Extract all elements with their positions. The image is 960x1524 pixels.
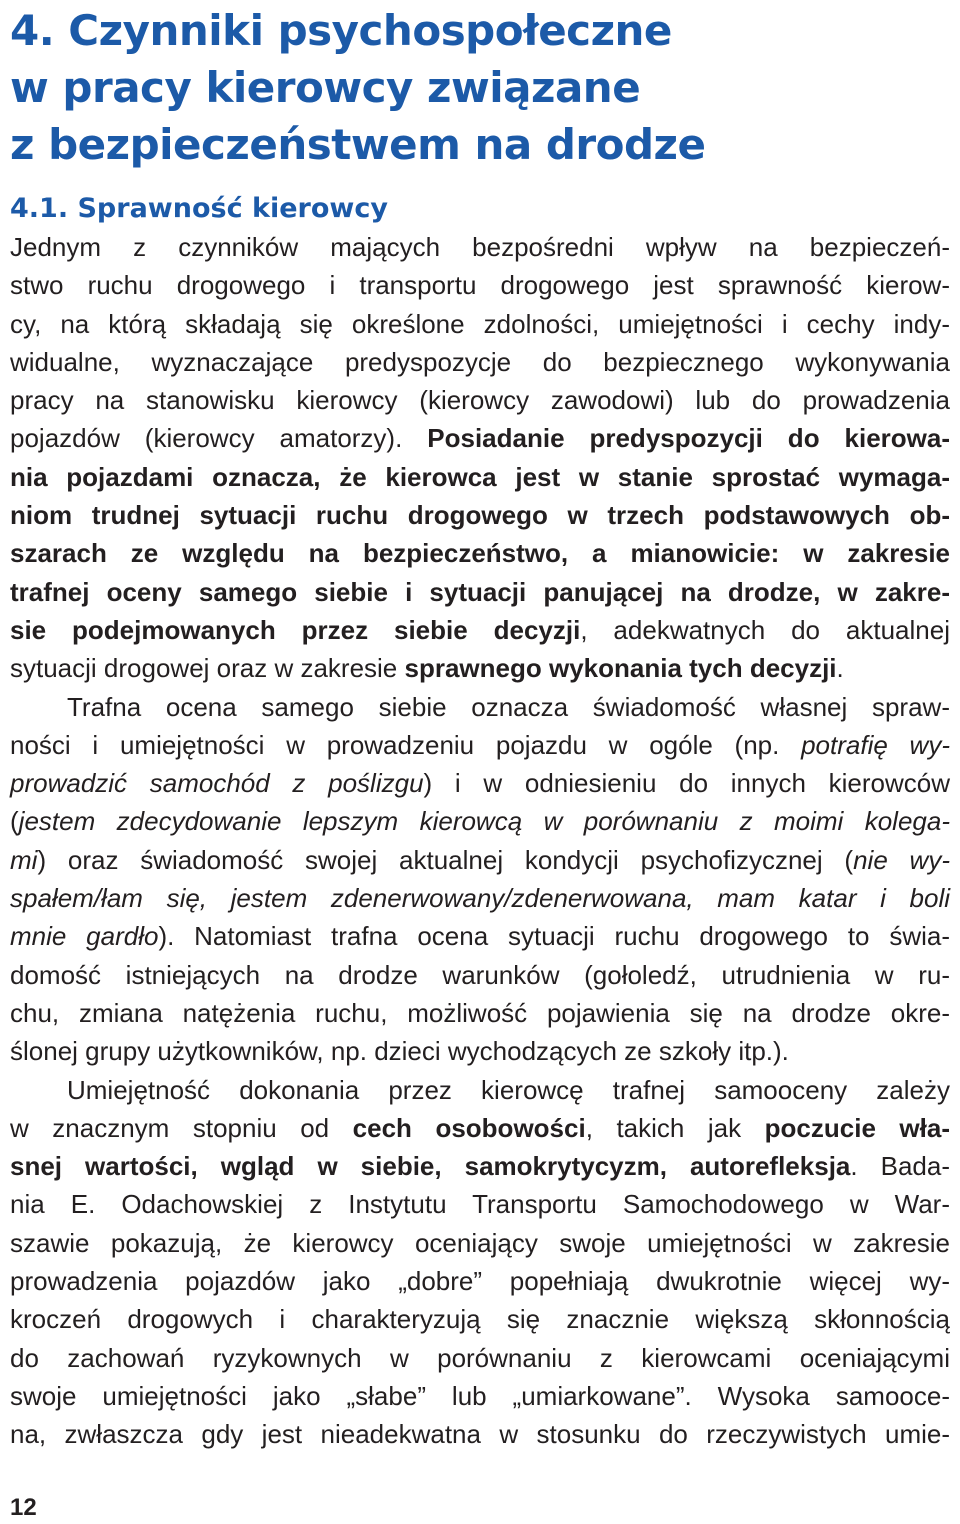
- body-text: [10, 228, 950, 1454]
- text-run: sytuacji drogowej oraz w zakresie: [10, 653, 405, 684]
- chapter-title: [10, 2, 950, 173]
- body-line: [10, 1109, 950, 1147]
- text-run: ). Natomiast trafna ocena sytuacji ruchu drogowego to świa-: [158, 921, 950, 952]
- text-run: , adekwatnych do aktualnej: [580, 614, 950, 645]
- body-line: [10, 688, 950, 726]
- body-line: [10, 228, 950, 266]
- text-run: stwo ruchu drogowego i transportu drogowego jest sprawność kierow-: [10, 270, 950, 301]
- text-run: , takich jak: [585, 1112, 765, 1143]
- body-line: [10, 802, 950, 840]
- italic-text: jestem zdecydowanie lepszym kierowcą w porównaniu z moimi kolega-: [18, 806, 950, 837]
- text-run: w znacznym stopniu od: [10, 1112, 353, 1143]
- text-run: chu, zmiana natężenia ruchu, możliwość pojawienia się na drodze okre-: [10, 997, 950, 1028]
- italic-text: potrafię wy-: [801, 729, 950, 760]
- italic-text: mnie gardło: [10, 921, 159, 952]
- body-line: [10, 956, 950, 994]
- body-line: [10, 343, 950, 381]
- bold-text: Posiadanie predyspozycji do kierowa-: [427, 423, 950, 454]
- body-line: [10, 1147, 950, 1185]
- text-run: domość istniejących na drodze warunków (gołoledź, utrudnienia w ru-: [10, 959, 950, 990]
- italic-text: spałem/łam się, jestem zdenerwowany/zdenerwowana, mam katar i boli: [10, 883, 950, 914]
- page-number: 12: [10, 1494, 37, 1521]
- text-run: ) oraz świadomość swojej aktualnej kondycji psychofizycznej (: [37, 844, 854, 875]
- body-line: [10, 649, 950, 687]
- bold-text: trafnej oceny samego siebie i sytuacji panującej na drodze, w zakre-: [10, 576, 950, 607]
- section-title: 4.1. Sprawność kierowcy: [10, 193, 388, 224]
- text-run: cy, na którą składają się określone zdolności, umiejętności i cechy indy-: [10, 308, 950, 339]
- bold-text: niom trudnej sytuacji ruchu drogowego w trzech podstawowych ob-: [10, 500, 950, 531]
- chapter-title-line: w pracy kierowcy związane: [10, 63, 641, 112]
- text-run: (: [10, 806, 19, 837]
- body-line: [10, 917, 950, 955]
- body-line: [10, 1339, 950, 1377]
- text-run: ności i umiejętności w prowadzeniu pojazdu w ogóle (np.: [10, 729, 802, 760]
- text-run: ) i w odniesieniu do innych kierowców: [423, 768, 950, 799]
- body-line: [10, 1262, 950, 1300]
- body-line: [10, 496, 950, 534]
- text-run: widualne, wyznaczające predyspozycje do bezpiecznego wykonywania: [10, 346, 950, 377]
- text-run: pracy na stanowisku kierowcy (kierowcy zawodowi) lub do prowadzenia: [10, 385, 950, 416]
- text-run: . Bada-: [850, 1151, 950, 1182]
- body-line: [10, 994, 950, 1032]
- text-run: Umiejętność dokonania przez kierowcę trafnej samooceny zależy: [67, 1074, 950, 1105]
- body-line: [10, 1071, 950, 1109]
- body-line: [10, 305, 950, 343]
- body-line: [10, 1185, 950, 1223]
- text-run: do zachowań ryzykownych w porównaniu z kierowcami oceniającymi: [10, 1342, 950, 1373]
- italic-text: prowadzić samochód z poślizgu: [10, 768, 424, 799]
- body-line: [10, 841, 950, 879]
- text-run: .: [836, 653, 844, 684]
- body-line: [10, 381, 950, 419]
- chapter-title-line: z bezpieczeństwem na drodze: [10, 120, 706, 169]
- body-line: [10, 1032, 950, 1070]
- bold-text: sie podejmowanych przez siebie decyzji: [10, 614, 581, 645]
- italic-text: nie wy-: [853, 844, 950, 875]
- body-line: [10, 1224, 950, 1262]
- body-line: [10, 1300, 950, 1338]
- bold-text: szarach ze względu na bezpieczeństwo, a mianowicie: w zakresie: [10, 538, 950, 569]
- text-run: kroczeń drogowych i charakteryzują się znacznie większą skłonnością: [10, 1304, 950, 1335]
- body-line: [10, 534, 950, 572]
- bold-text: cech osobowości: [352, 1112, 586, 1143]
- text-run: prowadzenia pojazdów jako „dobre” popełniają dwukrotnie więcej wy-: [10, 1266, 950, 1297]
- bold-text: poczucie wła-: [764, 1112, 950, 1143]
- body-line: [10, 419, 950, 457]
- body-line: [10, 1377, 950, 1415]
- body-line: [10, 879, 950, 917]
- italic-text: mi: [10, 844, 38, 875]
- bold-text: snej wartości, wgląd w siebie, samokrytycyzm, autorefleksja: [10, 1151, 851, 1182]
- body-line: [10, 764, 950, 802]
- text-run: nia E. Odachowskiej z Instytutu Transportu Samochodowego w War-: [10, 1189, 950, 1220]
- bold-text: nia pojazdami oznacza, że kierowca jest w stanie sprostać wymaga-: [10, 461, 950, 492]
- bold-text: sprawnego wykonania tych decyzji: [404, 653, 837, 684]
- text-run: szawie pokazują, że kierowcy oceniający swoje umiejętności w zakresie: [10, 1227, 950, 1258]
- body-line: [10, 266, 950, 304]
- body-line: [10, 726, 950, 764]
- text-run: Trafna ocena samego siebie oznacza świadomość własnej spraw-: [67, 691, 950, 722]
- text-run: na, zwłaszcza gdy jest nieadekwatna w stosunku do rzeczywistych umie-: [10, 1419, 950, 1450]
- body-line: [10, 1415, 950, 1453]
- body-line: [10, 458, 950, 496]
- text-run: ślonej grupy użytkowników, np. dzieci wychodzących ze szkoły itp.).: [10, 1036, 789, 1067]
- body-line: [10, 573, 950, 611]
- text-run: pojazdów (kierowcy amatorzy).: [10, 423, 428, 454]
- text-run: swoje umiejętności jako „słabe” lub „umiarkowane”. Wysoka samooce-: [10, 1380, 950, 1411]
- chapter-title-line: 4. Czynniki psychospołeczne: [10, 6, 672, 55]
- text-run: Jednym z czynników mających bezpośredni wpływ na bezpieczeń-: [10, 232, 950, 262]
- body-line: [10, 611, 950, 649]
